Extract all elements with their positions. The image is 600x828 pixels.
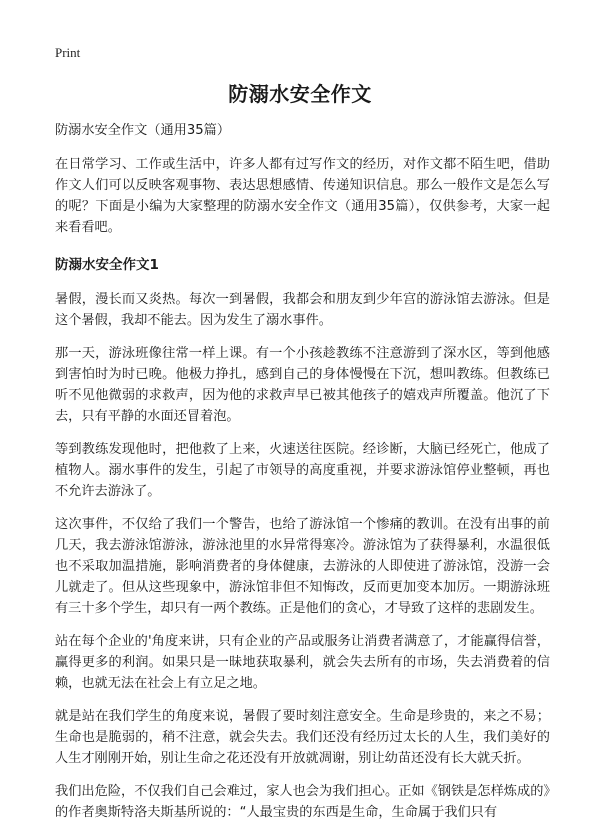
article-paragraph: 暑假，漫长而又炎热。每次一到暑假，我都会和朋友到少年宫的游泳馆去游泳。但是这个暑假，我却不能去。因为发生了溺水事件。 <box>55 292 550 328</box>
intro-paragraph: 在日常学习、工作或生活中，许多人都有过写作文的经历，对作文都不陌生吧，借助作文人们可以反映客观事物、表达思想感情、传递知识信息。那么一般作文是怎么写的呢？下面是小编为大家整理的防溺水安全作文（通用35篇），仅供参考，大家一起来看看吧。 <box>55 157 550 235</box>
article-paragraph: 那一天，游泳班像往常一样上课。有一个小孩趁教练不注意游到了深水区，等到他感到害怕时为时已晚。他极力挣扎，感到自己的身体慢慢在下沉，想叫教练。但教练已听不见他微弱的求救声，因为他的求救声早已被其他孩子的嬉戏声所覆盖。他沉了下去，只有平静的水面还冒着泡。 <box>55 346 550 424</box>
article-subtitle: 防溺水安全作文（通用35篇） <box>55 123 231 138</box>
section-heading: 防溺水安全作文1 <box>55 257 159 273</box>
print-link[interactable]: Print <box>55 45 81 60</box>
page-title: 防溺水安全作文 <box>228 82 372 106</box>
article-paragraph: 这次事件，不仅给了我们一个警告，也给了游泳馆一个惨痛的教训。在没有出事的前几天，我去游泳馆游泳，游泳池里的水异常得寒冷。游泳馆为了获得暴利，水温很低也不采取加温措施，影响消费者的身体健康，去游泳的人即使进了游泳馆，没游一会儿就走了。但从这些现象中，游泳馆非但不知悔改，反而更加变本加厉。一期游泳班有三十多个学生，却只有一两个教练。正是他们的贪心，才导致了这样的悲剧发生。 <box>55 517 550 616</box>
article-paragraph: 等到教练发现他时，把他救了上来，火速送往医院。经诊断，大脑已经死亡，他成了植物人。溺水事件的发生，引起了市领导的高度重视，并要求游泳馆停业整顿，再也不允许去游泳了。 <box>55 442 550 499</box>
article-paragraph: 站在每个企业的'角度来讲，只有企业的产品或服务让消费者满意了，才能赢得信誉，赢得更多的利润。如果只是一昧地获取暴利，就会失去所有的市场，失去消费着的信赖，也就无法在社会上有立足之地。 <box>55 634 550 691</box>
article-paragraph: 就是站在我们学生的角度来说，暑假了要时刻注意安全。生命是珍贵的，来之不易；生命也是脆弱的，稍不注意，就会失去。我们还没有经历过太长的人生，我们美好的人生才刚刚开始，别让生命之花还没有开放就凋谢，别让幼苗还没有长大就夭折。 <box>55 709 550 766</box>
article-body <box>55 120 550 828</box>
article-paragraph: 我们出危险，不仅我们自己会难过，家人也会为我们担心。正如《钢铁是怎样炼成的》的作者奥斯特洛夫斯基所说的：“人最宝贵的东西是生命，生命属于我们只有 <box>55 784 550 820</box>
